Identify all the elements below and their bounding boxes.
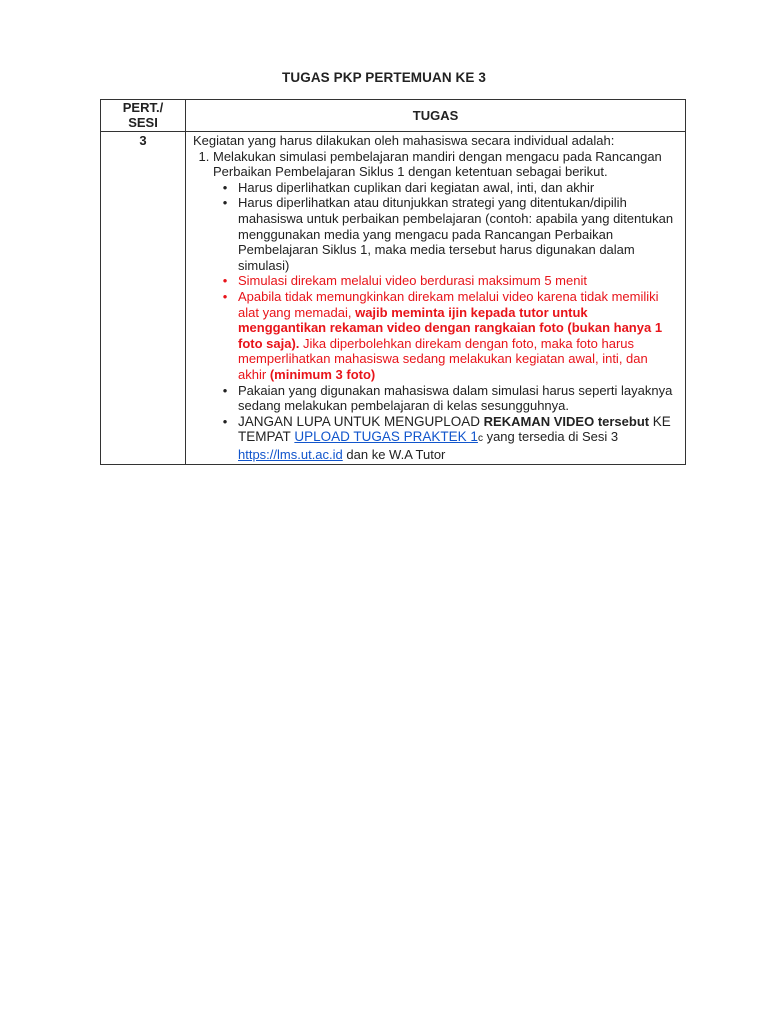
- list-item: [222, 273, 679, 289]
- row-tugas-cell: [186, 132, 686, 465]
- bullet-icon: •: [222, 288, 228, 304]
- page-title: TUGAS PKP PERTEMUAN KE 3: [282, 70, 486, 85]
- task-list: [193, 149, 679, 463]
- bullet-icon: •: [222, 413, 228, 429]
- list-item: [222, 288, 679, 383]
- task-table: [100, 99, 686, 465]
- header-tugas: TUGAS: [186, 100, 686, 132]
- list-item: [222, 179, 679, 196]
- bullet6-text-part2: KE TEMPAT: [238, 413, 671, 445]
- bullet1-text: Harus diperlihatkan cuplikan dari kegiatan awal, inti, dan akhir: [238, 179, 595, 195]
- lms-link[interactable]: https://lms.ut.ac.id: [238, 446, 343, 462]
- bullet4-text-part1: Apabila tidak memungkinkan direkam melalui video karena tidak memiliki alat yang memadai,: [238, 288, 659, 320]
- bullet-icon: •: [222, 382, 228, 398]
- bullet6-text-part1: JANGAN LUPA UNTUK MENGUPLOAD: [238, 413, 481, 429]
- bullet4-bold-text2: (minimum 3 foto): [269, 366, 376, 382]
- bullet-icon: •: [222, 273, 228, 289]
- item1-text: Melakukan simulasi pembelajaran mandiri dengan mengacu pada Rancangan Perbaikan Pembelajaran Siklus 1 dengan ketentuan sebagai berikut.: [213, 148, 662, 180]
- row-sesi-cell: 3: [101, 132, 186, 465]
- bullet6-bold-text1: REKAMAN VIDEO: [483, 413, 595, 429]
- bullet6-text-part3: yang tersedia di Sesi 3: [486, 429, 619, 445]
- bullet3-text: Simulasi direkam melalui video berdurasi maksimum 5 menit: [238, 273, 587, 289]
- header-sesi-line1: PERT./: [122, 100, 164, 115]
- list-item: [213, 149, 679, 463]
- table-row: [101, 132, 686, 465]
- bullet5-text: Pakaian yang digunakan mahasiswa dalam simulasi harus seperti layaknya sedang melakukan pembelajaran di kelas sesungguhnya.: [238, 382, 673, 414]
- bullet-icon: •: [222, 179, 228, 195]
- bullet4-bold-text1: wajib meminta ijin kepada tutor untuk menggantikan rekaman video dengan rangkaian foto (bukan hanya 1 foto saja).: [238, 304, 663, 351]
- bullet-list: [213, 180, 679, 463]
- task-intro: Kegiatan yang harus dilakukan oleh mahasiswa secara individual adalah:: [193, 133, 615, 148]
- bullet6-text-part4: dan ke W.A Tutor: [346, 446, 446, 462]
- list-item: [222, 413, 679, 463]
- header-sesi: [101, 100, 186, 132]
- bullet6-bold-text2: tersebut: [597, 413, 650, 429]
- bullet6-small-c: c: [477, 433, 483, 445]
- upload-task-link[interactable]: UPLOAD TUGAS PRAKTEK 1: [294, 429, 478, 445]
- bullet4-text-part2: Jika diperbolehkan direkam dengan foto, maka foto harus memperlihatkan mahasiswa sedang melakukan kegiatan awal, inti, dan akhir: [238, 335, 648, 382]
- bullet-icon: •: [222, 195, 228, 211]
- header-sesi-line2: SESI: [128, 115, 158, 130]
- table-header-row: [101, 100, 686, 132]
- bullet2-text: Harus diperlihatkan atau ditunjukkan strategi yang ditentukan/dipilih mahasiswa untuk perbaikan pembelajaran (contoh: apabila yang ditentukan menggunakan media yang mengacu pada Rancangan Perbaikan Pembelajaran Siklus 1, maka media tersebut harus digunakan dalam simulasi): [238, 195, 674, 273]
- list-item: [222, 195, 679, 273]
- list-item: [222, 382, 679, 414]
